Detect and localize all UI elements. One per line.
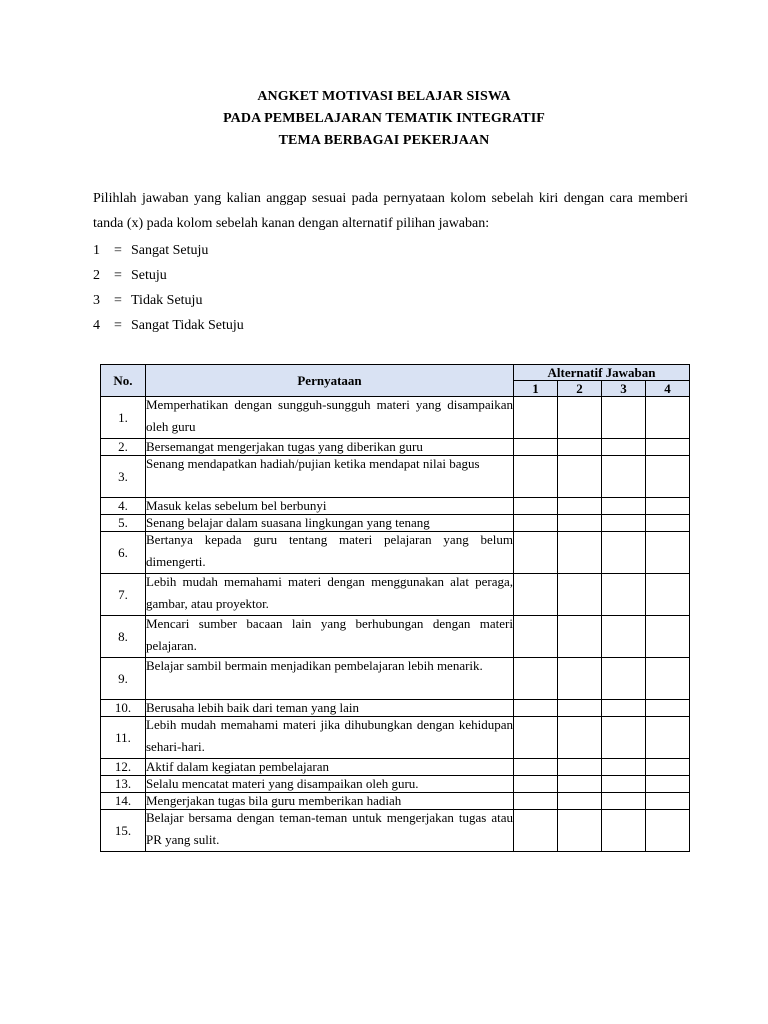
answer-cell-4[interactable] (646, 793, 690, 810)
answer-cell-3[interactable] (602, 515, 646, 532)
row-number: 1. (101, 397, 146, 439)
answer-cell-1[interactable] (514, 717, 558, 759)
row-number: 14. (101, 793, 146, 810)
questionnaire-rows (101, 397, 690, 852)
statement-text: Aktif dalam kegiatan pembelajaran (146, 759, 330, 774)
answer-cell-4[interactable] (646, 515, 690, 532)
answer-cell-2[interactable] (558, 616, 602, 658)
table-row (101, 776, 690, 793)
table-row (101, 498, 690, 515)
option-number: 2 (93, 268, 100, 283)
table-row (101, 810, 690, 852)
statement-cell (146, 776, 514, 793)
questionnaire-title (0, 86, 768, 152)
answer-cell-4[interactable] (646, 616, 690, 658)
statement-cell (146, 456, 514, 498)
instructions-block (93, 187, 688, 338)
answer-cell-1[interactable] (514, 397, 558, 439)
answer-cell-4[interactable] (646, 776, 690, 793)
header-no: No. (101, 365, 146, 397)
answer-cell-3[interactable] (602, 532, 646, 574)
answer-cell-2[interactable] (558, 532, 602, 574)
option-equals: = (114, 268, 122, 283)
answer-options-legend (93, 238, 688, 338)
answer-cell-3[interactable] (602, 456, 646, 498)
answer-cell-4[interactable] (646, 810, 690, 852)
row-number: 13. (101, 776, 146, 793)
answer-option (93, 313, 688, 338)
answer-cell-2[interactable] (558, 658, 602, 700)
answer-cell-1[interactable] (514, 532, 558, 574)
answer-cell-1[interactable] (514, 439, 558, 456)
title-line-3: TEMA BERBAGAI PEKERJAAN (278, 133, 490, 148)
row-number: 11. (101, 717, 146, 759)
option-label: Tidak Setuju (131, 293, 203, 308)
row-number: 9. (101, 658, 146, 700)
statement-text: Senang mendapatkan hadiah/pujian ketika mendapat nilai bagus (146, 456, 480, 471)
answer-option (93, 288, 688, 313)
answer-cell-1[interactable] (514, 793, 558, 810)
statement-cell (146, 397, 514, 439)
table-row (101, 456, 690, 498)
option-label: Setuju (131, 268, 167, 283)
answer-cell-4[interactable] (646, 717, 690, 759)
row-number: 7. (101, 574, 146, 616)
answer-cell-3[interactable] (602, 439, 646, 456)
answer-cell-1[interactable] (514, 456, 558, 498)
statement-cell (146, 759, 514, 776)
statement-cell (146, 532, 514, 574)
answer-cell-1[interactable] (514, 515, 558, 532)
statement-cell (146, 810, 514, 852)
header-statement: Pernyataan (146, 365, 514, 397)
answer-cell-4[interactable] (646, 574, 690, 616)
title-line-1: ANGKET MOTIVASI BELAJAR SISWA (257, 89, 511, 104)
answer-cell-1[interactable] (514, 498, 558, 515)
statement-text: Berusaha lebih baik dari teman yang lain (146, 700, 359, 715)
statement-cell (146, 616, 514, 658)
answer-cell-2[interactable] (558, 810, 602, 852)
answer-cell-3[interactable] (602, 776, 646, 793)
answer-cell-4[interactable] (646, 439, 690, 456)
answer-cell-2[interactable] (558, 439, 602, 456)
header-alt-1: 1 (514, 381, 558, 397)
statement-text: Bersemangat mengerjakan tugas yang diberikan guru (146, 439, 423, 454)
answer-cell-4[interactable] (646, 498, 690, 515)
answer-cell-3[interactable] (602, 397, 646, 439)
table-row (101, 658, 690, 700)
answer-cell-1[interactable] (514, 759, 558, 776)
table-row (101, 616, 690, 658)
option-number: 3 (93, 293, 100, 308)
table-row (101, 759, 690, 776)
statement-text: Belajar sambil bermain menjadikan pembelajaran lebih menarik. (146, 658, 483, 673)
option-equals: = (114, 293, 122, 308)
statement-text: Memperhatikan dengan sungguh-sungguh materi yang disampaikan oleh guru (146, 397, 513, 434)
answer-cell-4[interactable] (646, 658, 690, 700)
questionnaire-table (100, 364, 690, 852)
answer-cell-3[interactable] (602, 759, 646, 776)
row-number: 15. (101, 810, 146, 852)
row-number: 4. (101, 498, 146, 515)
answer-option (93, 263, 688, 288)
table-row (101, 717, 690, 759)
answer-cell-4[interactable] (646, 456, 690, 498)
answer-cell-2[interactable] (558, 759, 602, 776)
row-number: 5. (101, 515, 146, 532)
statement-cell (146, 717, 514, 759)
option-number: 1 (93, 243, 100, 258)
answer-cell-3[interactable] (602, 616, 646, 658)
answer-cell-2[interactable] (558, 456, 602, 498)
answer-cell-2[interactable] (558, 397, 602, 439)
row-number: 8. (101, 616, 146, 658)
table-row (101, 532, 690, 574)
option-equals: = (114, 318, 122, 333)
answer-cell-3[interactable] (602, 658, 646, 700)
answer-cell-3[interactable] (602, 793, 646, 810)
row-number: 3. (101, 456, 146, 498)
header-alt-4: 4 (646, 381, 690, 397)
table-row (101, 574, 690, 616)
instructions-text: Pilihlah jawaban yang kalian anggap sesuai pada pernyataan kolom sebelah kiri dengan cara memberi tanda (x) pada kolom sebelah kanan dengan alternatif pilihan jawaban: (93, 191, 688, 231)
statement-text: Lebih mudah memahami materi jika dihubungkan dengan kehidupan sehari-hari. (146, 717, 513, 754)
header-alt-3: 3 (602, 381, 646, 397)
answer-cell-1[interactable] (514, 658, 558, 700)
answer-cell-2[interactable] (558, 515, 602, 532)
option-number: 4 (93, 318, 100, 333)
answer-cell-2[interactable] (558, 717, 602, 759)
statement-cell (146, 658, 514, 700)
row-number: 12. (101, 759, 146, 776)
option-equals: = (114, 243, 122, 258)
statement-text: Mencari sumber bacaan lain yang berhubungan dengan materi pelajaran. (146, 616, 513, 653)
table-row (101, 397, 690, 439)
answer-cell-4[interactable] (646, 759, 690, 776)
statement-text: Bertanya kepada guru tentang materi pelajaran yang belum dimengerti. (146, 532, 513, 569)
answer-cell-2[interactable] (558, 498, 602, 515)
statement-text: Senang belajar dalam suasana lingkungan yang tenang (146, 515, 430, 530)
answer-cell-1[interactable] (514, 810, 558, 852)
statement-cell (146, 574, 514, 616)
answer-cell-3[interactable] (602, 498, 646, 515)
row-number: 2. (101, 439, 146, 456)
answer-cell-1[interactable] (514, 616, 558, 658)
header-alt-2: 2 (558, 381, 602, 397)
answer-cell-1[interactable] (514, 776, 558, 793)
answer-cell-2[interactable] (558, 574, 602, 616)
answer-cell-2[interactable] (558, 700, 602, 717)
answer-cell-4[interactable] (646, 700, 690, 717)
statement-cell (146, 498, 514, 515)
answer-option (93, 238, 688, 263)
title-line-2: PADA PEMBELAJARAN TEMATIK INTEGRATIF (223, 111, 545, 126)
answer-cell-3[interactable] (602, 700, 646, 717)
answer-cell-2[interactable] (558, 776, 602, 793)
statement-text: Selalu mencatat materi yang disampaikan oleh guru. (146, 776, 419, 791)
answer-cell-4[interactable] (646, 532, 690, 574)
answer-cell-2[interactable] (558, 793, 602, 810)
header-alternatives: Alternatif Jawaban (514, 365, 690, 381)
option-label: Sangat Setuju (131, 243, 209, 258)
answer-cell-3[interactable] (602, 717, 646, 759)
answer-cell-4[interactable] (646, 397, 690, 439)
answer-cell-3[interactable] (602, 810, 646, 852)
statement-text: Mengerjakan tugas bila guru memberikan hadiah (146, 793, 402, 808)
row-number: 10. (101, 700, 146, 717)
row-number: 6. (101, 532, 146, 574)
option-label: Sangat Tidak Setuju (131, 318, 244, 333)
answer-cell-3[interactable] (602, 574, 646, 616)
statement-text: Lebih mudah memahami materi dengan menggunakan alat peraga, gambar, atau proyektor. (146, 574, 513, 611)
statement-text: Belajar bersama dengan teman-teman untuk mengerjakan tugas atau PR yang sulit. (146, 810, 513, 847)
answer-cell-1[interactable] (514, 574, 558, 616)
statement-text: Masuk kelas sebelum bel berbunyi (146, 498, 327, 513)
answer-cell-1[interactable] (514, 700, 558, 717)
